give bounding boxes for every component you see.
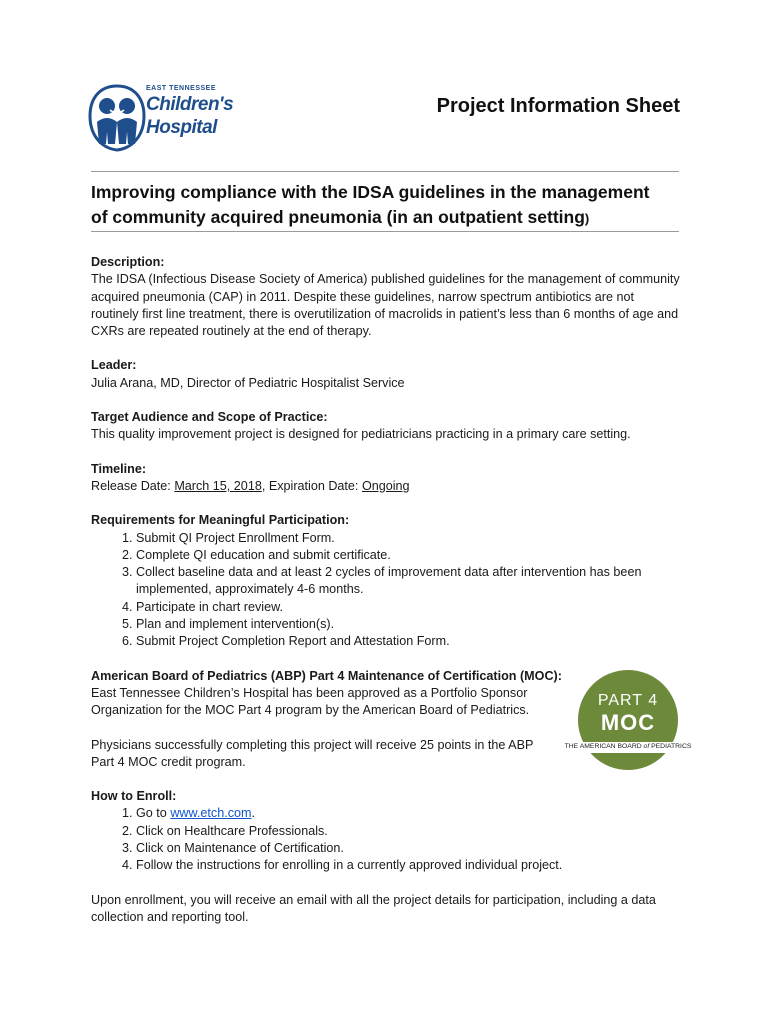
project-title-line2-end: ) bbox=[584, 211, 590, 226]
release-label: Release Date: bbox=[91, 478, 175, 493]
audience-heading: Target Audience and Scope of Practice: bbox=[91, 410, 328, 425]
children-figures-icon bbox=[88, 82, 146, 158]
enroll-list bbox=[91, 805, 681, 874]
closing-paragraph: Upon enrollment, you will receive an email with all the project details for participation, including a data collection and reporting tool. bbox=[91, 892, 656, 924]
top-divider bbox=[91, 171, 679, 172]
title-divider bbox=[91, 231, 679, 232]
sheet-title: Project Information Sheet bbox=[436, 95, 680, 117]
requirements-heading: Requirements for Meaningful Participation: bbox=[91, 513, 350, 528]
list-item: 3. Click on Maintenance of Certification. bbox=[136, 840, 681, 857]
timeline-body bbox=[91, 478, 681, 495]
moc-badge-board bbox=[560, 743, 696, 750]
list-item: 4. Participate in chart review. bbox=[136, 599, 681, 616]
description-body: The IDSA (Infectious Disease Society of America) published guidelines for the management of community acquired pneumonia (CAP) in 2011. Despite these guidelines, narrow spectrum antibiotics are not routinely first line treatment, there is overutilization of macrolids in patient’s less than 6 months of age and CXRs are repeated routinely at the end of therapy. bbox=[91, 272, 680, 339]
list-item: 2. Click on Healthcare Professionals. bbox=[136, 823, 681, 840]
board-suffix: PEDIATRICS bbox=[649, 743, 692, 750]
list-item: 6. Submit Project Completion Report and Attestation Form. bbox=[136, 633, 681, 650]
moc-badge-part: PART 4 bbox=[597, 692, 659, 709]
list-item: 3. Collect baseline data and at least 2 cycles of improvement data after intervention has been implemented, approximately 4-6 months. bbox=[136, 564, 681, 599]
moc-points: Physicians successfully completing this project will receive 25 points in the ABP Part 4 MOC credit program. bbox=[91, 737, 534, 769]
leader-body: Julia Arana, MD, Director of Pediatric Hospitalist Service bbox=[91, 375, 405, 390]
moc-badge bbox=[560, 670, 692, 772]
board-prefix: THE AMERICAN BOARD bbox=[564, 743, 644, 750]
moc-heading: American Board of Pediatrics (ABP) Part 4 Maintenance of Certification (MOC): bbox=[91, 668, 562, 683]
etch-website-link[interactable]: www.etch.com bbox=[170, 806, 252, 821]
expiration-label: , Expiration Date: bbox=[261, 478, 362, 493]
project-title bbox=[91, 180, 681, 231]
board-of: of bbox=[643, 743, 650, 750]
leader-heading: Leader: bbox=[91, 358, 137, 373]
expiration-date: Ongoing bbox=[361, 478, 410, 493]
enroll-step1-prefix: Go to bbox=[136, 806, 171, 821]
timeline-section bbox=[91, 461, 681, 496]
project-title-line2 bbox=[91, 205, 681, 231]
list-item: 2. Complete QI education and submit certificate. bbox=[136, 547, 681, 564]
moc-body-1: East Tennessee Children’s Hospital has been approved as a Portfolio Sponsor Organization for the MOC Part 4 program by the American Board of Pediatrics. bbox=[91, 685, 530, 718]
project-title-line1: Improving compliance with the IDSA guidelines in the management bbox=[91, 182, 650, 202]
moc-badge-moc: MOC bbox=[600, 710, 656, 735]
list-item: 1. Submit QI Project Enrollment Form. bbox=[136, 530, 681, 547]
enroll-heading: How to Enroll: bbox=[91, 789, 177, 804]
audience-body: This quality improvement project is designed for pediatricians practicing in a primary care setting. bbox=[91, 427, 631, 442]
logo-line1: Children's bbox=[146, 94, 234, 115]
logo-line2: Hospital bbox=[146, 117, 217, 138]
list-item bbox=[136, 805, 681, 822]
release-date: March 15, 2018 bbox=[174, 478, 262, 493]
enroll-step1-suffix: . bbox=[251, 806, 255, 821]
audience-section bbox=[91, 409, 681, 444]
list-item: 4. Follow the instructions for enrolling in a currently approved individual project. bbox=[136, 857, 681, 874]
requirements-list bbox=[91, 530, 681, 651]
enroll-section bbox=[91, 788, 681, 874]
timeline-heading: Timeline: bbox=[91, 461, 147, 476]
list-item: 5. Plan and implement intervention(s). bbox=[136, 616, 681, 633]
description-section bbox=[91, 254, 681, 340]
project-title-line2-main: of community acquired pneumonia (in an outpatient setting bbox=[91, 207, 585, 227]
description-heading: Description: bbox=[91, 255, 165, 269]
document-body bbox=[91, 254, 681, 943]
hospital-logo bbox=[88, 82, 248, 158]
requirements-section bbox=[91, 512, 681, 650]
leader-section bbox=[91, 357, 681, 392]
logo-kicker: EAST TENNESSEE bbox=[146, 85, 217, 92]
